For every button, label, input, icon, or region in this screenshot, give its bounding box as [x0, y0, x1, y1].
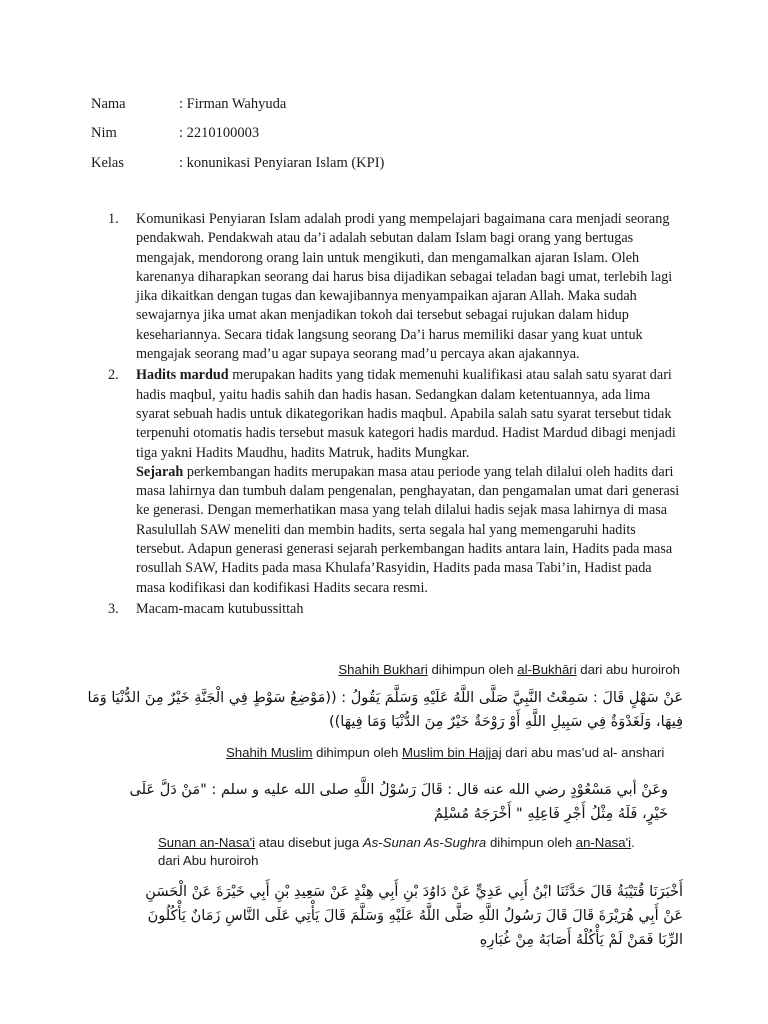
nim-label: Nim [91, 125, 117, 141]
numbered-list [108, 210, 680, 621]
muslim-end-text: dari abu mas’ud al- anshari [501, 745, 665, 760]
list-item-3 [108, 600, 680, 619]
list-item-paragraph-sejarah [136, 463, 680, 598]
sunan-nasai-link: Sunan an-Nasa'i [158, 835, 256, 850]
mardud-text: merupakan hadits yang tidak memenuhi kualifikasi atau salah satu syarat dari hadis maqbul, yaitu hadis sahih dan hadis hasan. Sedangkan dalam ketentuannya, ada lima syarat sebuah hadis untuk dikategorikan hadis maqbul. Apabila salah satu syarat tersebut tidak terpenuhi otomatis hadis tersebut masuk kategori hadis mardud. Hadist Mardud dibagi menjadi tiga yakni Hadits Maudhu, hadits Matruk, hadits Mungkar. [136, 367, 676, 461]
sejarah-text: perkembangan hadits merupakan masa atau periode yang telah dilalui oleh hadits dari masa lahirnya dan tumbuh dalam pengenalan, penghayatan, dan pengamalan umat dari generasi ke generasi. Dengan memerhatikan masa yang telah dilalui hadis sejak masa lahirnya di masa Rasulullah SAW meneliti dan membin hadits, serta segala hal yang memengaruhi hadits tersebut. Adapun generasi generasi sejarah perkembangan hadits antara lain, Hadits pada masa rosullah SAW, Hadits pada masa Khulafa’Rasyidin, Hadits pada masa Tabi’in, Hadist pada masa kodifikasi dan kodifikasi Hadits secara resmi. [136, 463, 680, 596]
nasai-arabic-text: أَخْبَرَنَا قُتَيْبَةُ قَالَ حَدَّثَنَا ابْنُ أَبِي عَدِيٍّ عَنْ دَاوُدَ بْنِ أَبِي هِنْدٍ عَنْ سَعِيدِ بْنِ أَبِي خَيْرَةَ عَنْ الْحَسَنِ عَنْ أَبِي هُرَيْرَةَ قَالَ قَالَ رَسُولُ اللَّهِ صَلَّى اللَّهُ عَلَيْهِ وَسَلَّمَ قَالَ يَأْتِي عَلَى النَّاسِ زَمَانٌ يَأْكُلُونَ الرِّبَا فَمَنْ لَمْ يَأْكُلْهُ أَصَابَهُ مِنْ غُبَارِهِ [145, 884, 683, 948]
kelas-label: Kelas [91, 155, 125, 171]
muslim-heading [226, 745, 664, 760]
muslim-bin-hajjaj-link: Muslim bin Hajjaj [401, 745, 502, 760]
list-item-text: Macam-macam kutubussittah [136, 600, 304, 617]
nama-value: : Firman Wahyuda [179, 96, 287, 112]
nasai-end-text: . dari Abu huroiroh [158, 835, 635, 868]
bukhari-arabic-text: عَنْ سَهْلٍ قَالَ : سَمِعْتُ النَّبِيَّ صَلَّى اللَّهُ عَلَيْهِ وَسَلَّمَ يَقُولُ : ((مَوْضِعُ سَوْطٍ فِي الْجَنَّةِ خَيْرٌ مِنَ الدُّنْيَا وَمَا فِيهَا، وَلَغَدْوَةٌ فِي سَبِيلِ اللَّهِ أَوْ رَوْحَةٌ خَيْرٌ مِنَ الدُّنْيَا وَمَا فِيهَا)) [87, 690, 683, 730]
bukhari-mid-text: dihimpun oleh [427, 662, 518, 677]
shahih-muslim-link: Shahih Muslim [226, 745, 313, 760]
bold-term-hadits-mardud: Hadits mardud [136, 367, 229, 384]
an-nasai-link: an-Nasa'i [575, 835, 632, 850]
bold-term-sejarah: Sejarah [136, 463, 184, 480]
shahih-bukhari-link: Shahih Bukhari [338, 662, 428, 677]
nasai-heading [158, 834, 638, 870]
al-bukhari-link: al-Bukhāri [517, 662, 577, 677]
as-sunan-as-sughra-italic: As-Sunan As-Sughra [362, 835, 487, 850]
kelas-value: : konunikasi Penyiaran Islam (KPI) [179, 155, 385, 171]
list-number: 2. [108, 367, 119, 384]
list-item-1 [108, 210, 680, 364]
list-number: 1. [108, 211, 119, 227]
nasai-mid2-text: dihimpun oleh [486, 835, 576, 850]
nasai-mid-text: atau disebut juga [255, 835, 363, 850]
nama-label: Nama [91, 96, 126, 112]
bukhari-heading [338, 662, 680, 677]
list-number: 3. [108, 600, 119, 617]
muslim-arabic-text: وعَنْ أبي مَسْعُوْدٍ رضي الله عنه قال : قَالَ رَسُوْلُ اللَّهِ صلى الله عليه و سلم : "مَنْ دَلَّ عَلَى خَيْرٍ، فَلَهُ مِثْلُ أَجْرِ فَاعِلِهِ " أَخْرَجَهُ مُسْلِمٌ [129, 782, 668, 822]
list-item-text: Komunikasi Penyiaran Islam adalah prodi yang mempelajari bagaimana cara menjadi seorang pendakwah. Pendakwah atau da’i adalah sebutan dalam Islam bagi orang yang bertugas mengajak, mendorong orang lain untuk mengikuti, dan mengamalkan ajaran Islam. Oleh karenanya diharapkan seorang dai harus bisa dijadikan sebagai teladan bagi umat, terlebih lagi jika dikaitkan dengan tugas dan kewajibannya menyampaikan ajaran Allah. Maka sudah sewajarnya jika umat akan menjadikan tokoh dai tersebut sebagai rujukan dalam hidup kesehariannya. Secara tidak langsung seorang Da’i harus memiliki dasar yang kuat untuk mengajak seorang mad’u agar supaya seorang mad’u percaya akan ajakannya. [136, 211, 673, 363]
list-item-paragraph-mardud [136, 366, 680, 462]
bukhari-end-text: dari abu huroiroh [576, 662, 680, 677]
list-item-2 [108, 366, 680, 598]
nim-value: : 2210100003 [179, 125, 260, 141]
muslim-mid-text: dihimpun oleh [312, 745, 402, 760]
